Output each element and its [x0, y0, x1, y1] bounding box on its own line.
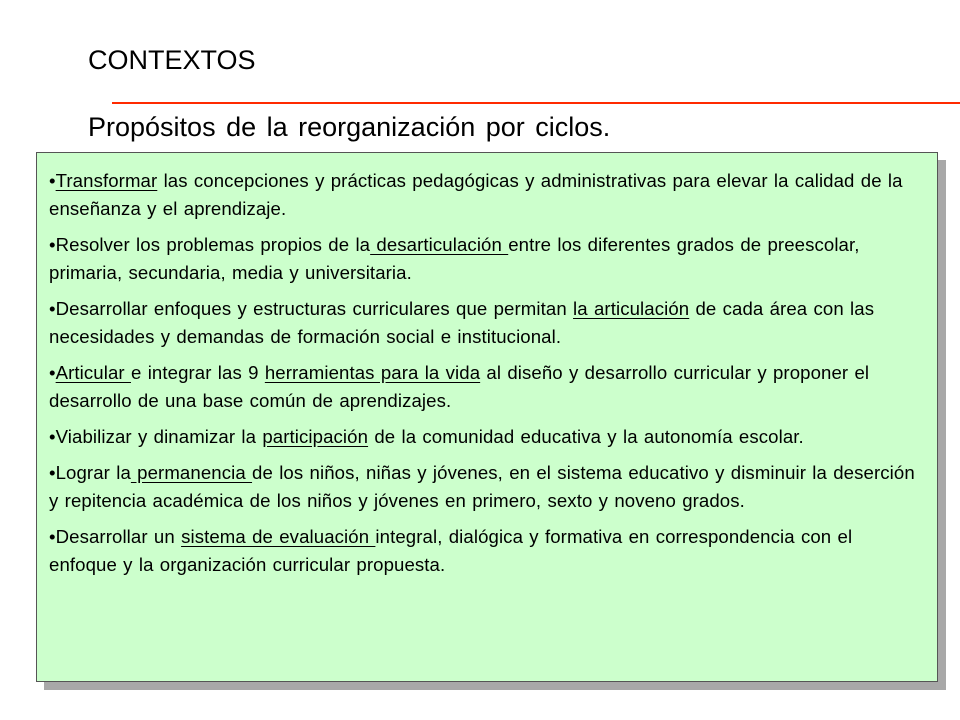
purposes-list-box: [36, 152, 938, 682]
item-text: las concepciones y prácticas pedagógicas y administrativas para elevar la calidad de la enseñanza y el aprendizaje.: [49, 170, 903, 219]
list-item-viabilizar: [49, 423, 925, 451]
underlined-term: Transformar: [55, 170, 158, 191]
item-text: entre los diferentes grados de preescolar, primaria, secundaria, media y universitaria.: [49, 234, 860, 283]
list-item-desarrollar-sistema: [49, 523, 925, 579]
underlined-term: participación: [262, 426, 369, 447]
list-item-desarrollar-enfoques: [49, 295, 925, 351]
underlined-term: desarticulación: [370, 234, 509, 255]
list-item-transformar: [49, 167, 925, 223]
underlined-term: herramientas para la vida: [264, 362, 481, 383]
item-text: de cada área con las necesidades y demandas de formación social e institucional.: [49, 298, 875, 347]
item-text: al diseño y desarrollo curricular y proponer el desarrollo de una base común de aprendizajes.: [49, 362, 870, 411]
item-text: e integrar las 9: [130, 362, 265, 383]
item-text: •Resolver los problemas propios de la: [49, 234, 371, 255]
slide-subtitle: Propósitos de la reorganización por ciclos.: [88, 112, 611, 142]
bullet: •: [49, 170, 56, 191]
item-text: •Desarrollar enfoques y estructuras curriculares que permitan: [49, 298, 574, 319]
underlined-term: sistema de evaluación: [181, 526, 376, 547]
item-text: integral, dialógica y formativa en correspondencia con el enfoque y la organización curricular propuesta.: [49, 526, 853, 575]
item-text: •Desarrollar un: [49, 526, 182, 547]
item-text: de los niños, niñas y jóvenes, en el sistema educativo y disminuir la deserción y repitencia académica de los niños y jóvenes en primero, sexto y noveno grados.: [49, 462, 915, 511]
bullet: •: [49, 362, 56, 383]
list-item-lograr: [49, 459, 925, 515]
item-text: •Viabilizar y dinamizar la: [49, 426, 263, 447]
slide-heading: CONTEXTOS: [88, 45, 256, 75]
list-item-articular: [49, 359, 925, 415]
list-item-resolver: [49, 231, 925, 287]
item-text: •Lograr la: [49, 462, 131, 483]
underlined-term: Articular: [55, 362, 131, 383]
underlined-term: permanencia: [130, 462, 253, 483]
underlined-term: la articulación: [573, 298, 690, 319]
red-divider-line: [112, 102, 960, 104]
item-text: de la comunidad educativa y la autonomía escolar.: [368, 426, 804, 447]
